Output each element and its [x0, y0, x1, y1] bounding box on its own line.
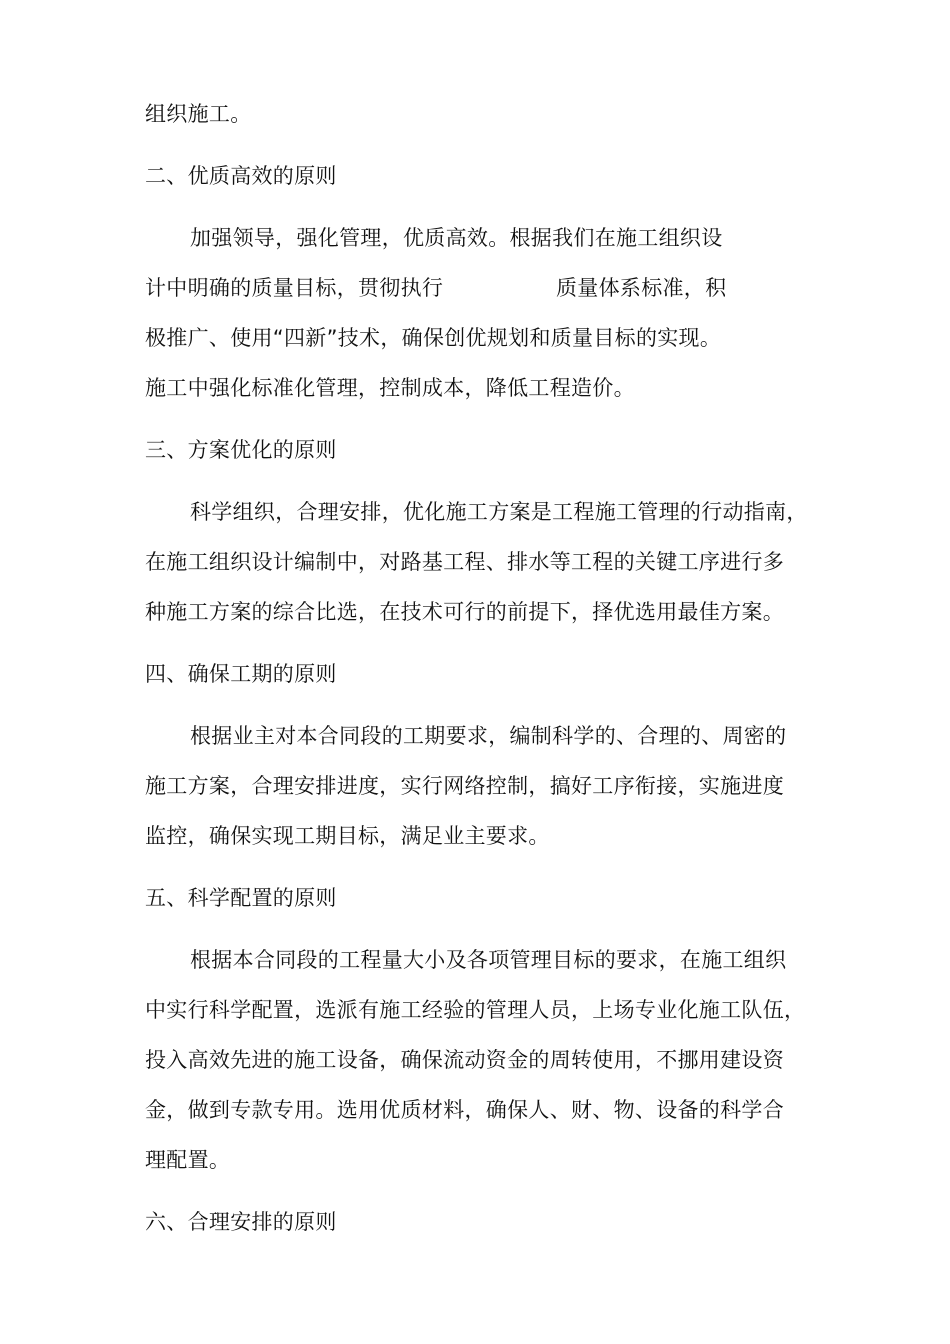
section-heading: 五、科学配置的原则 — [145, 886, 337, 910]
paragraph-line-continuation: 质量体系标准，积 — [556, 276, 727, 300]
paragraph-line: 加强领导，强化管理，优质高效。根据我们在施工组织设 — [190, 226, 723, 250]
section-heading: 二、优质高效的原则 — [145, 164, 337, 188]
paragraph-line: 施工中强化标准化管理，控制成本，降低工程造价。 — [145, 376, 635, 400]
paragraph-line: 组织施工。 — [145, 102, 252, 126]
paragraph-line: 金，做到专款专用。选用优质材料，确保人、财、物、设备的科学合 — [145, 1098, 784, 1122]
paragraph-line: 科学组织，合理安排，优化施工方案是工程施工管理的行动指南， — [190, 500, 808, 524]
paragraph-line: 施工方案，合理安排进度，实行网络控制，搞好工序衔接，实施进度 — [145, 774, 784, 798]
paragraph-line: 中实行科学配置，选派有施工经验的管理人员，上场专业化施工队伍， — [145, 998, 806, 1022]
section-heading: 六、合理安排的原则 — [145, 1210, 337, 1234]
section-heading: 三、方案优化的原则 — [145, 438, 337, 462]
paragraph-line: 计中明确的质量目标，贯彻执行 — [145, 276, 444, 300]
paragraph-line: 理配置。 — [145, 1148, 231, 1172]
section-heading: 四、确保工期的原则 — [145, 662, 337, 686]
paragraph-line: 极推广、使用“四新”技术，确保创优规划和质量目标的实现。 — [145, 326, 722, 350]
paragraph-line: 根据本合同段的工程量大小及各项管理目标的要求，在施工组织 — [190, 948, 787, 972]
paragraph-line: 种施工方案的综合比选，在技术可行的前提下，择优选用最佳方案。 — [145, 600, 784, 624]
paragraph-line: 监控，确保实现工期目标，满足业主要求。 — [145, 824, 550, 848]
paragraph-line: 根据业主对本合同段的工期要求，编制科学的、合理的、周密的 — [190, 724, 787, 748]
paragraph-line: 投入高效先进的施工设备，确保流动资金的周转使用，不挪用建设资 — [145, 1048, 784, 1072]
paragraph-line: 在施工组织设计编制中，对路基工程、排水等工程的关键工序进行多 — [145, 550, 784, 574]
